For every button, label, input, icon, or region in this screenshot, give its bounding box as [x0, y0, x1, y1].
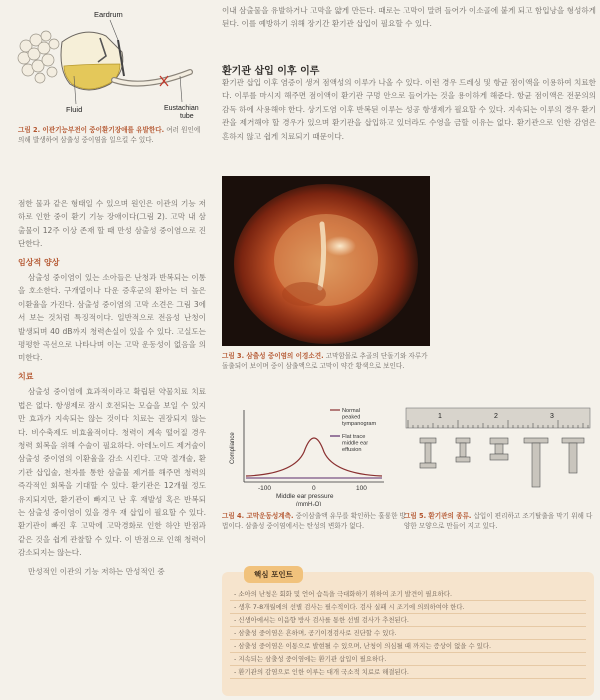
key-point-item: - 삼출성 중이염은 이통으로 발현될 수 있으며, 난청이 의심될 때 까지는 증상이 없을 수 있다.: [230, 640, 586, 653]
heading-treatment: 치료: [18, 371, 34, 381]
x-axis-unit: (mmH₂O): [296, 502, 322, 506]
key-point-item: - 신생아에서는 이음향 방사 검사를 통한 선별 검사가 추천된다.: [230, 614, 586, 627]
key-points-box: [222, 572, 594, 696]
left-column-text: [18, 197, 206, 583]
key-point-item: - 소아의 난청은 회화 및 언어 습득을 극대화하기 위하여 조기 발견이 필요하다.: [230, 588, 586, 601]
figure-3-caption-title: 그림 3. 삼출성 중이염의 이경소견.: [222, 352, 324, 360]
figure-4-caption: [222, 512, 412, 531]
label-fluid: Fluid: [66, 105, 83, 114]
figure-3-caption: [222, 352, 432, 371]
figure-2-caption-body: 여러 원인에 의해 발생하여 삼출성 중이염을 일으킬 수 있다.: [18, 126, 201, 144]
key-point-item: - 환기관의 감염으로 인한 이루는 대개 국소적 치료로 해결된다.: [230, 666, 586, 679]
right-column: [212, 0, 600, 700]
continued-text: 이내 삼출물을 유발하거나 고막을 얇게 만든다. 때로는 고막이 말려 들어가 이소골에 붙게 되고 함입낭을 형성하게 된다. 이를 예방하기 위해 장기간 환기관 삽입이 필요할 수 있다.: [222, 6, 596, 29]
paragraph: 점한 물과 같은 형태일 수 있으며 원인은 이관의 기능 저하로 인한 중이 환기 기능 장애이다(그림 2). 고막 내 삼출물이 12주 이상 존재 할 때 만성 삼출성 중이염으로 진단한다.: [18, 199, 206, 249]
paragraph: 삼출성 중이염이 있는 소아들은 난청과 반복되는 이통을 호소한다. 구개열이나 다운 증후군의 환아는 더 높은 이환율을 가진다. 삼출성 중이염의 고막 소견은 그림 3에서 보는 것처럼 특징적이다. 일반적으로 전음성 난청이 발생되며 40 dB까지 청력손실이 있을 수 있다. 고실도는 평평한 곡선으로 나타나며 이는 고막 운동성이 없음을 의미한다.: [18, 273, 206, 363]
y-axis-label: Compliance: [230, 432, 236, 464]
x-axis-label: Middle ear pressure: [276, 493, 334, 500]
key-point-item: - 생후 7-8개월에의 선별 검사는 필수적이다. 검사 실패 시 조기에 의뢰하여야 한다.: [230, 601, 586, 614]
key-point-item: - 삼출성 중이염은 흔하며, 공기이경검사로 진단할 수 있다.: [230, 627, 586, 640]
label-eustachian-tube: Eustachian tube: [164, 105, 199, 120]
tick-label: 100: [356, 485, 367, 492]
key-point-item: - 지속되는 삼출성 중이염에는 환기관 삽입이 필요하다.: [230, 653, 586, 666]
chart-legend: [330, 408, 377, 453]
otoscopy-photo: [222, 176, 430, 346]
key-points-tag: 핵심 포인트: [244, 566, 303, 583]
legend-flat: Flat trace middle ear effusion: [342, 434, 369, 453]
figure-4-caption-title: 그림 4. 고막운동성계측.: [222, 512, 294, 520]
figure-3-caption-body: 고막함몰로 추골의 단돌기와 자루가 돌출되어 보이며 중이 삼출액으로 고막이 약간 황색으로 보인다.: [222, 352, 428, 370]
section-body: 환기관 삽입 이후 염증이 생겨 점액성의 이루가 나올 수 있다. 이런 경우 드레싱 및 항균 점이액을 이용하여 치료한다. 이루를 마시지 해주면 점이액이 환기관 구멍 안으로 들어가는 것을 용이하게 해준다. 항균 점이액은 전문의의 감독 하에 사용해야 한다. 상기도염 이후 반복된 이루는 성공 항생제가 필요할 수 있다. 지속되는 이루의 경우 환기관을 제거해야 할 경우가 있으며 환기관을 삽입하고 있더라도 수영을 금할 이유는 없다. 환기관으로 인한 감염은 흔하지 않고 쉽게 치료되기 때문이다.: [222, 78, 596, 141]
figure-2-caption: [18, 126, 204, 145]
paragraph: 삼출성 중이염에 효과적이라고 확립된 약물치료 치료법은 없다. 항생제로 잠시 호전되는 모습을 보일 수 있지만 효과가 지속되는 않는 것이다 치료는 권장되지 않는다. 비수축제도 비효율적이다. 청력이 계속 떨어질 경우 청력 회복을 위해 수술이 필요하다. 아데노이드 제거술이 삼출성 중이염의 이환율을 감소 시킨다. 고막 절개술, 환기관 삽입술, 천자를 통한 삼출물 제거를 해주면 청력의 즉각적인 회복을 기대할 수 있다. 환기관은 12개월 정도 유지되지만, 환기관이 빠지고 난 후 재발성 혹은 반복되는 삼출성 중이염이 있을 경우 재 삽입이 필요할 수 있다. 환기관이 빠진 후 고막에 고막경화로 인한 하얀 반점과 같은 것을 쉽게 관찰할 수 있다. 이 반점으로 인해 청력이 감소되지는 않는다.: [18, 387, 206, 558]
tick-label: -100: [258, 485, 272, 492]
label-eardrum: Eardrum: [94, 10, 123, 19]
figure-5-caption: [404, 512, 594, 531]
heading-clinical: 임상적 양상: [18, 257, 60, 267]
left-column: [0, 0, 208, 700]
figure-5-caption-title: 그림 5. 환기관의 종류.: [404, 512, 472, 520]
ruler-number: 3: [550, 413, 554, 420]
paragraph: 만성적인 이관의 기능 저하는 만성적인 중: [28, 566, 165, 576]
ear-diagram: [14, 6, 206, 124]
mastoid-cells-icon: [18, 31, 59, 83]
tick-label: 0: [312, 485, 316, 492]
ventilation-tubes-figure: [398, 404, 596, 510]
figure-4-caption-body: 중이삼출액 유무를 확인하는 훌륭한 방법이다. 삼출성 중이염에서는 탄성의 변화가 없다.: [222, 512, 406, 530]
tube-icons: [420, 438, 584, 487]
key-points-list: [230, 588, 586, 679]
legend-normal: Normal peaked tympanogram: [342, 408, 377, 427]
figure-2-caption-title: 그림 2. 이관기능부전이 중이환기장애를 유발한다.: [18, 126, 165, 134]
ruler-number: 1: [438, 413, 442, 420]
ruler-number: 2: [494, 413, 498, 420]
figure-5-caption-body: 삽입이 편리하고 조기탈출을 막기 위해 다양한 모양으로 만들어 지고 있다.: [404, 512, 593, 530]
tympanogram-chart: [224, 402, 408, 506]
section-title: 환기관 삽입 이후 이루: [222, 66, 320, 77]
